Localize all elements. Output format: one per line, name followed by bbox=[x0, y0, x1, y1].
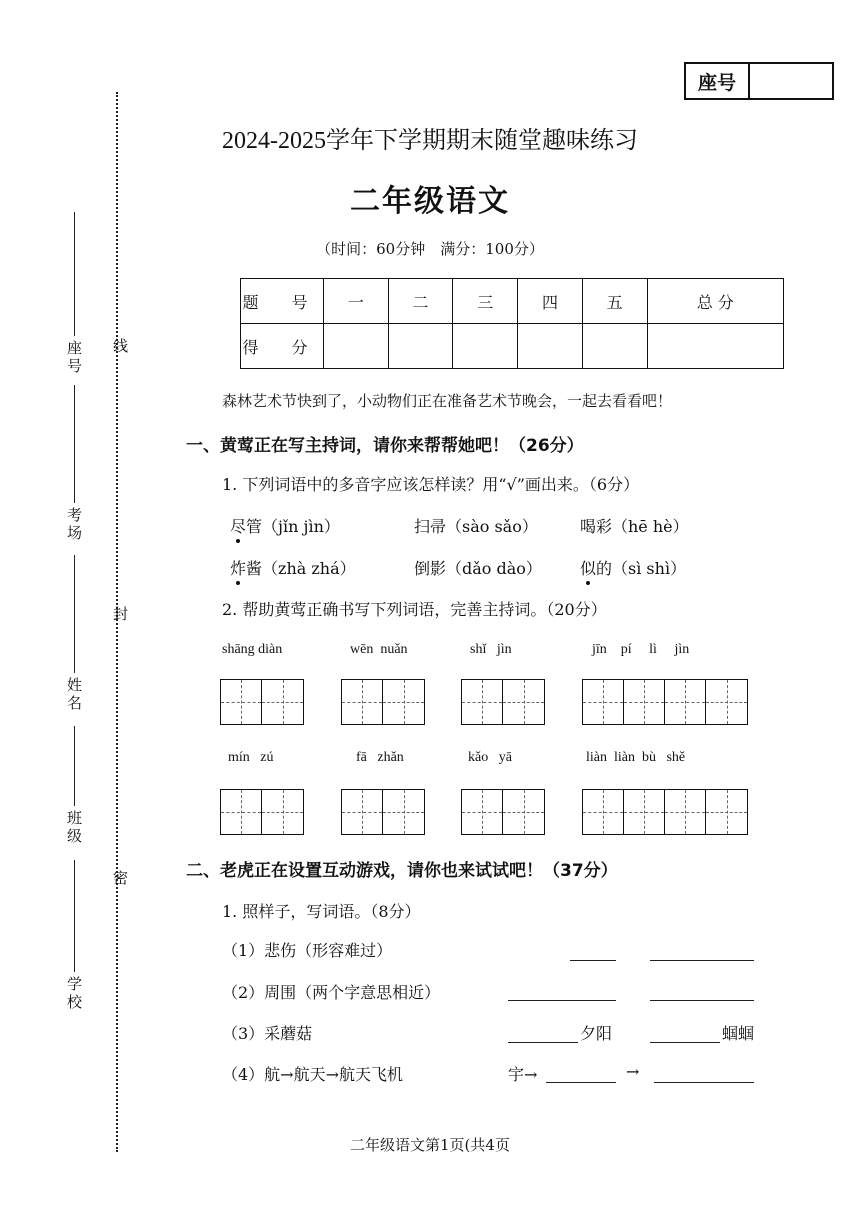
s2-item4-blank-a[interactable] bbox=[546, 1082, 616, 1083]
binding-mark-seal: 封 bbox=[111, 606, 129, 623]
s2-q1-item-3: （3）采蘑菇 bbox=[222, 1024, 313, 1043]
score-table-header-row bbox=[241, 279, 784, 324]
intro-text: 森林艺术节快到了，小动物们正在准备艺术节晚会，一起去看看吧！ bbox=[222, 392, 673, 410]
score-cell-total[interactable] bbox=[647, 324, 783, 369]
time-and-score-info: （时间：60分钟 满分：100分） bbox=[316, 240, 544, 258]
writing-grid-8[interactable] bbox=[582, 789, 748, 835]
s2-item3-word-b: 蝈蝈 bbox=[722, 1024, 755, 1043]
s2-item3-blank-a[interactable] bbox=[508, 1042, 578, 1043]
seat-number-box bbox=[684, 62, 834, 100]
pinyin-7: kǎo yā bbox=[468, 750, 512, 765]
pinyin-1: shāng diàn bbox=[222, 642, 283, 657]
writing-grid-3[interactable] bbox=[461, 679, 545, 725]
header-part-2: 二 bbox=[388, 279, 453, 324]
field-class-label: 班级 bbox=[65, 810, 83, 846]
header-part-3: 三 bbox=[453, 279, 518, 324]
writing-grid-4[interactable] bbox=[582, 679, 748, 725]
s2-item1-blank-a[interactable] bbox=[570, 960, 616, 961]
s2-q1-item-2: （2）周围（两个字意思相近） bbox=[222, 983, 441, 1002]
field-school-label: 学校 bbox=[65, 976, 83, 1012]
score-cell-1[interactable] bbox=[324, 324, 389, 369]
score-cell-4[interactable] bbox=[518, 324, 583, 369]
field-school[interactable] bbox=[64, 860, 85, 1016]
s1-q1-prompt: 1. 下列词语中的多音字应该怎样读？用“√”画出来。（6分） bbox=[222, 475, 640, 494]
s2-q1-prompt: 1. 照样子，写词语。（8分） bbox=[222, 902, 421, 921]
s2-q1-item-4: （4）航→航天→航天飞机 bbox=[222, 1065, 403, 1084]
pinyin-4: jīn pí lì jìn bbox=[592, 642, 690, 657]
s1-q1-item-3[interactable]: 喝彩（hē hè） bbox=[580, 517, 689, 536]
section-1-heading: 一、黄莺正在写主持词，请你来帮帮她吧！（26分） bbox=[186, 436, 584, 456]
s2-item4-blank-b[interactable] bbox=[654, 1082, 754, 1083]
binding-mark-secret: 密 bbox=[111, 870, 129, 887]
section-2-heading: 二、老虎正在设置互动游戏，请你也来试试吧！（37分） bbox=[186, 861, 618, 881]
field-name[interactable] bbox=[64, 555, 85, 717]
field-seat-number-label: 座号 bbox=[65, 340, 83, 376]
pinyin-5: mín zú bbox=[228, 750, 274, 765]
writing-grid-6[interactable] bbox=[341, 789, 425, 835]
writing-grid-2[interactable] bbox=[341, 679, 425, 725]
field-exam-room-label: 考场 bbox=[65, 507, 83, 543]
binding-mark-line: 线 bbox=[111, 338, 129, 355]
s1-q1-item-6[interactable]: 似的（sì shì） bbox=[580, 559, 687, 578]
header-part-4: 四 bbox=[518, 279, 583, 324]
s1-q1-item-4[interactable]: 炸酱（zhà zhá） bbox=[230, 559, 356, 578]
score-cell-2[interactable] bbox=[388, 324, 453, 369]
page-footer: 二年级语文第1页(共4页 bbox=[350, 1136, 510, 1154]
header-question-no: 题 号 bbox=[241, 279, 324, 324]
s2-q1-item-1: （1）悲伤（形容难过） bbox=[222, 941, 393, 960]
score-cell-3[interactable] bbox=[453, 324, 518, 369]
header-total: 总 分 bbox=[647, 279, 783, 324]
s2-item2-blank-b[interactable] bbox=[650, 1000, 754, 1001]
pinyin-2: wēn nuǎn bbox=[350, 642, 408, 657]
pinyin-8: liàn liàn bù shě bbox=[586, 750, 686, 765]
s1-q2-prompt: 2. 帮助黄莺正确书写下列词语，完善主持词。（20分） bbox=[222, 600, 607, 619]
writing-grid-7[interactable] bbox=[461, 789, 545, 835]
s2-item4-arrow: → bbox=[626, 1062, 640, 1081]
exam-subject: 二年级语文 bbox=[350, 184, 510, 219]
s1-q1-item-5[interactable]: 倒影（dǎo dào） bbox=[414, 559, 542, 578]
score-table-score-row bbox=[241, 324, 784, 369]
field-exam-room[interactable] bbox=[64, 385, 85, 547]
score-table bbox=[240, 278, 784, 369]
writing-grid-5[interactable] bbox=[220, 789, 304, 835]
s2-item4-word-a: 宇→ bbox=[508, 1065, 538, 1084]
writing-grid-1[interactable] bbox=[220, 679, 304, 725]
score-row-label: 得 分 bbox=[241, 324, 324, 369]
s1-q1-item-2[interactable]: 扫帚（sào sǎo） bbox=[414, 517, 538, 536]
pinyin-3: shǐ jìn bbox=[470, 642, 512, 657]
seat-number-field[interactable] bbox=[750, 64, 832, 98]
s2-item1-blank-b[interactable] bbox=[650, 960, 754, 961]
pinyin-6: fā zhǎn bbox=[356, 750, 404, 765]
s1-q1-item-1[interactable]: 尽管（jǐn jìn） bbox=[230, 517, 340, 536]
field-class[interactable] bbox=[64, 726, 85, 850]
seat-number-label: 座号 bbox=[686, 64, 750, 98]
s2-item3-blank-b[interactable] bbox=[650, 1042, 720, 1043]
score-cell-5[interactable] bbox=[582, 324, 647, 369]
header-part-1: 一 bbox=[324, 279, 389, 324]
exam-title: 2024-2025学年下学期期末随堂趣味练习 bbox=[222, 128, 638, 154]
field-name-label: 姓名 bbox=[65, 677, 83, 713]
header-part-5: 五 bbox=[582, 279, 647, 324]
s2-item2-blank-a[interactable] bbox=[508, 1000, 616, 1001]
s2-item3-word-a: 夕阳 bbox=[580, 1024, 613, 1043]
